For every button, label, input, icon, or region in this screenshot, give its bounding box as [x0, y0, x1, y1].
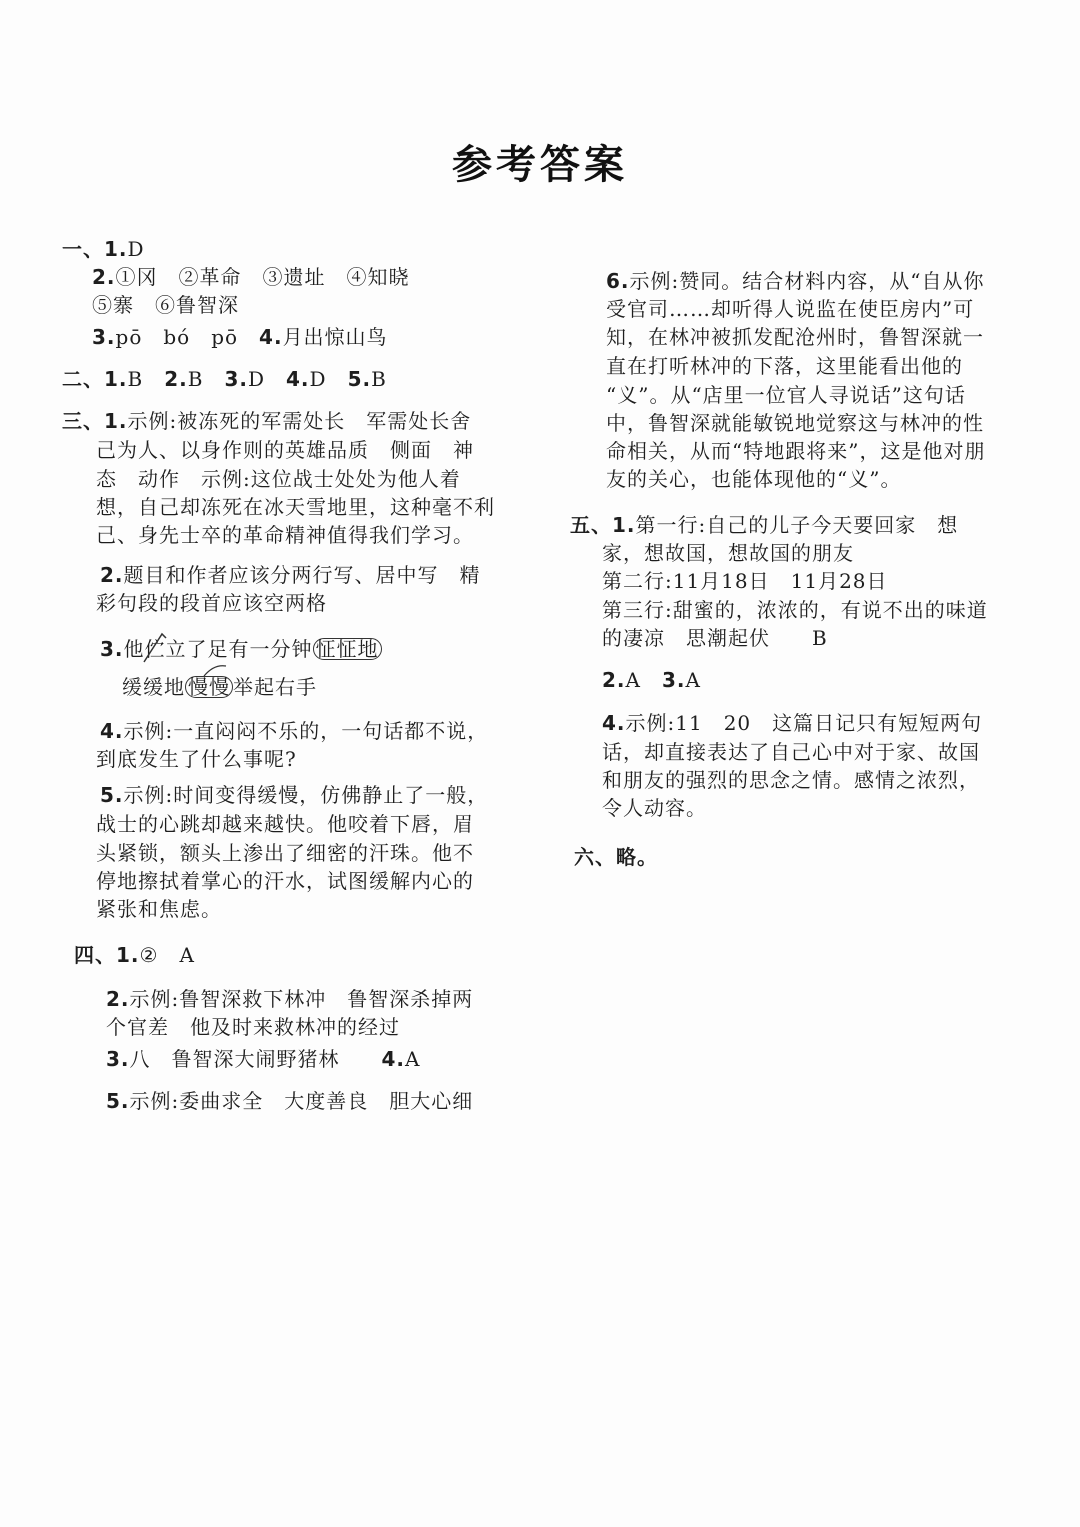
section-1-q4-answer: 月出惊山鸟: [282, 325, 388, 349]
right-q6-line1: [606, 268, 984, 294]
question-number: 4.: [259, 325, 283, 349]
question-number: 5.: [106, 1089, 130, 1113]
section-1-q1-answer: D: [127, 237, 145, 261]
text-line: 缓缓地: [122, 675, 185, 699]
answer-value: D: [247, 367, 265, 391]
section-5-q1-line5: 的凄凉 思潮起伏 B: [602, 626, 828, 650]
section-4-q1: [74, 942, 195, 968]
right-q6-line3: 知，在林冲被抓发配沧州时，鲁智深就一: [606, 325, 984, 349]
question-number: 2.: [106, 987, 130, 1011]
question-number: 2.: [602, 668, 626, 692]
section-3-q1-line4: 想，自己却冻死在冰天雪地里，这种毫不利: [96, 495, 495, 519]
question-number: 3.: [92, 325, 116, 349]
section-4-q3-q4: [106, 1046, 420, 1072]
section-3-heading: 三、1.: [62, 409, 128, 433]
section-5-q2-answer: A: [625, 668, 641, 692]
text-line: 示例:被冻死的军需处长 军需处长舍: [127, 409, 472, 433]
section-3-q5-line1: [100, 782, 488, 808]
section-4-q5-answer: 示例:委曲求全 大度善良 胆大心细: [129, 1089, 474, 1113]
question-number: 4.: [602, 711, 626, 735]
section-5-q1-line2: 家，想故国，想故国的朋友: [602, 541, 854, 565]
right-q6-line2: 受官司……却听得人说监在使臣房内”可: [606, 297, 975, 321]
question-number: 2.: [164, 367, 188, 391]
circled-word: 慢慢: [185, 676, 233, 698]
section-1-q1: [62, 236, 145, 262]
section-1-q2-line2: ⑤寨 ⑥鲁智深: [92, 293, 239, 317]
circled-word: 怔怔地: [313, 638, 382, 660]
text-line: 举起右手: [233, 675, 317, 699]
question-number: 1.: [104, 367, 128, 391]
text-line: 题目和作者应该分两行写、居中写 精: [123, 563, 481, 587]
question-number: 4.: [381, 1047, 406, 1071]
section-5-q1-line4: 第三行:甜蜜的，浓浓的，有说不出的味道: [602, 598, 988, 622]
answer-value: D: [309, 367, 327, 391]
question-number: 4.: [286, 367, 310, 391]
section-3-q1-line5: 己、身先士卒的革命精神值得我们学习。: [96, 523, 474, 547]
section-4-q2-line2: 个官差 他及时来救林冲的经过: [106, 1015, 400, 1039]
question-number: 3.: [661, 668, 686, 692]
text-line: 示例:11 20 这篇日记只有短短两句: [625, 711, 983, 735]
section-4-q4-answer: A: [405, 1047, 421, 1071]
section-4-q3-answer: 八 鲁智深大闹野猪林: [129, 1047, 340, 1071]
answer-value: B: [187, 367, 204, 391]
section-4-q1-answer: ② A: [139, 943, 195, 967]
question-number: 2.: [100, 563, 124, 587]
proofreading-mark: [200, 660, 230, 680]
section-1-q2: [92, 264, 410, 290]
section-3-q5-line2: 战士的心跳却越来越快。他咬着下唇，眉: [96, 812, 474, 836]
right-q6-line8: 友的关心，也能体现他的“义”。: [606, 467, 902, 491]
text-line: 示例:一直闷闷不乐的，一句话都不说，: [123, 719, 489, 743]
section-3-q1-line1: [62, 408, 471, 434]
right-q6-line7: 命相关，从而“特地跟将来”，这是他对朋: [606, 439, 986, 463]
section-4-q5: [106, 1088, 473, 1114]
section-5-q4-line4: 令人动容。: [602, 796, 707, 820]
section-5-q4-line1: [602, 710, 982, 736]
section-5-q1-line3: 第二行:11月18日 11月28日: [602, 569, 888, 593]
section-3-q5-line3: 头紧锁，额头上渗出了细密的汗珠。他不: [96, 841, 474, 865]
section-3-q2-line1: [100, 562, 481, 588]
section-5-q4-line2: 话，却直接表达了自己心中对于家、故国: [602, 740, 980, 764]
question-number: 3.: [106, 1047, 130, 1071]
section-3-q5-line4: 停地擦拭着掌心的汗水，试图缓解内心的: [96, 869, 474, 893]
section-3-q4-line2: 到底发生了什么事呢?: [96, 747, 297, 771]
right-q6-line5: “义”。从“店里一位官人寻说话”这句话: [606, 383, 966, 407]
section-1-q3-q4: [92, 324, 388, 350]
question-number: 3.: [224, 367, 248, 391]
question-number: 5.: [100, 783, 124, 807]
answer-value: B: [371, 367, 387, 391]
section-1-q3-answer: pō bó pō: [115, 325, 239, 349]
section-3-q4-line1: [100, 718, 488, 744]
right-q6-line6: 中，鲁智深就能敏锐地觉察这与林冲的性: [606, 411, 984, 435]
answer-value: B: [127, 367, 144, 391]
section-5-q3-answer: A: [685, 668, 701, 692]
section-5-heading: 五、1.: [570, 513, 636, 537]
section-4-heading: 四、1.: [74, 943, 140, 967]
section-2: [62, 366, 387, 392]
text-line: 第一行:自己的儿子今天要回家 想: [635, 513, 959, 537]
section-6: [574, 844, 658, 870]
right-q6-line4: 直在打听林冲的下落，这里能看出他的: [606, 354, 963, 378]
text-line: 示例:时间变得缓慢，仿佛静止了一般，: [123, 783, 489, 807]
section-1-q2-answer-a: ①冈 ②革命 ③遗址 ④知晓: [115, 265, 410, 289]
section-3-q1-line2: 己为人、以身作则的英雄品质 侧面 神: [96, 438, 474, 462]
section-6-heading: 六、略。: [574, 845, 658, 869]
section-2-heading: 二、: [62, 367, 104, 391]
section-5-q2-q3: [602, 667, 701, 693]
section-5-q4-line3: 和朋友的强烈的思念之情。感情之浓烈，: [602, 768, 980, 792]
section-3-q5-line5: 紧张和焦虑。: [96, 897, 222, 921]
question-number: 5.: [347, 367, 372, 391]
section-3-q1-line3: 态 动作 示例:这位战士处处为他人着: [96, 467, 461, 491]
section-5-q1-line1: [570, 512, 958, 538]
text-line: 他伫立了足有一分钟: [123, 637, 313, 661]
text-line: 示例:鲁智深救下林冲 鲁智深杀掉两: [129, 987, 474, 1011]
question-number: 3.: [100, 637, 124, 661]
text-line: 示例:赞同。结合材料内容，从“自从你: [629, 269, 985, 293]
section-4-q2-line1: [106, 986, 473, 1012]
proofreading-mark: [140, 630, 170, 666]
question-number: 4.: [100, 719, 124, 743]
section-1-heading: 一、1.: [62, 237, 128, 261]
question-number: 2.: [92, 265, 116, 289]
section-3-q2-line2: 彩句段的段首应该空两格: [96, 591, 327, 615]
question-number: 6.: [606, 269, 630, 293]
page-title: 参考答案: [452, 141, 628, 188]
